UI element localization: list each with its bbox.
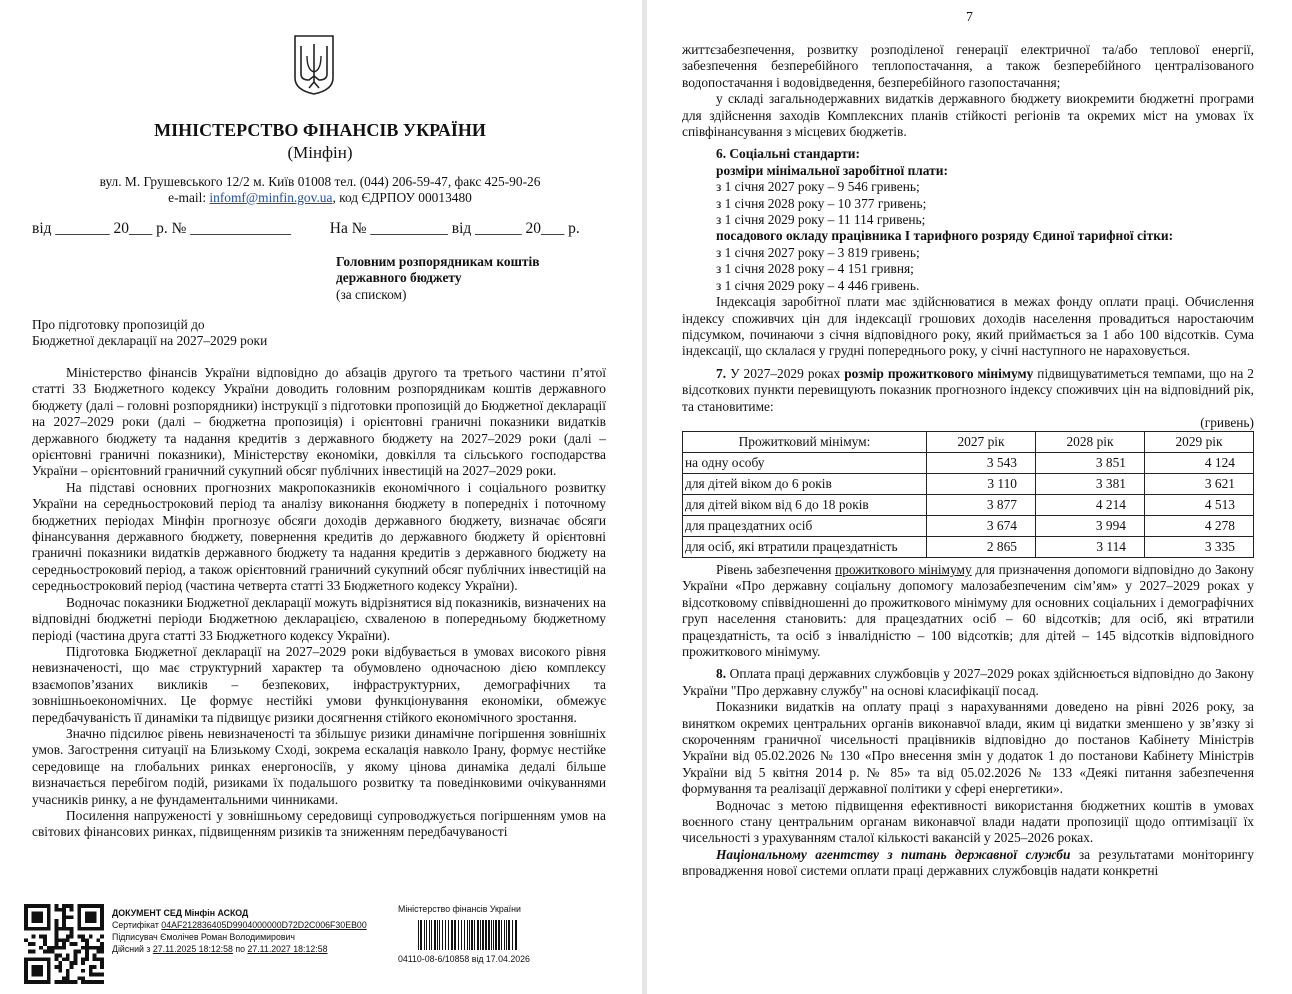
salary-title: посадового окладу працівника І тарифного розряду Єдиної тарифної сітки: [716,228,1174,244]
subject-line: Бюджетної декларації на 2027–2029 роки [32,333,268,349]
table-cell: для осіб, які втратили працездатність [683,536,927,557]
salary-item: з 1 січня 2029 року – 4 446 гривень. [716,277,920,293]
table-header-cell: 2029 рік [1145,431,1254,452]
qr-code-icon [24,904,104,984]
ministry-address: вул. М. Грушевського 12/2 м. Київ 01008 тел. (044) 206-59-47, факс 425-90-26 [99,174,541,189]
living-minimum-table [682,431,1254,558]
table-cell: 4 513 [1145,494,1254,515]
table-cell: 3 851 [1036,452,1145,473]
addressee-block [336,254,616,303]
subject-line: Про підготовку пропозицій до [32,317,205,332]
stamp-title: ДОКУМЕНТ СЕД Мінфін АСКОД [112,908,249,918]
barcode-icon [418,920,518,950]
email-label: e-mail: [168,190,210,205]
min-wage-item: з 1 січня 2028 року – 10 377 гривень; [716,195,927,211]
body-paragraph: життєзабезпечення, розвитку розподіленої генерації електричної та/або теплової енергії, забезпечення безперебійного теплопостачання, а також безперебійного централізованого водопостачання і водовідведення, безперебійного газопостачання; [682,42,1254,90]
body-paragraph: Водночас з метою підвищення ефективності використання бюджетних коштів в умовах воєнного стану центральним органам виконавчої влади надати пропозиції щодо оптимізації їх чисельності з урахуванням сталої кількості вакансій у 2025–2026 роках. [682,797,1254,846]
table-cell: 3 110 [927,473,1036,494]
page-divider [642,0,647,994]
table-cell: для дітей віком до 6 років [683,473,927,494]
body-paragraph: Показники видатків на оплату праці з нарахуваннями доведено на рівні 2026 року, за винятком окремих центральних органів виконавчої влади, яким ці видатки зменшено у зв’язку зі скороченням граничної чисельності працівників відповідно до постанов Кабінету Міністрів України від 05.02.2026 № 130 «Про внесення змін у додаток 1 до постанови Кабінету Міністрів України від 5 квітня 2014 р. № 85» та від 05.02.2026 № 133 «Деякі питання забезпечення формування та реалізації державної політики у сфері енергетики». [682,699,1254,797]
section-8-paragraph: 8. Оплата праці державних службовців у 2027–2029 роках здійснюється відповідно до Закону України "Про державну службу" на основі класифікації посад. [682,666,1254,698]
table-header-cell: Прожитковий мінімум: [683,431,927,452]
table-cell: для дітей віком від 6 до 18 років [683,494,927,515]
table-cell: 3 877 [927,494,1036,515]
table-row [683,515,1254,536]
section-6-title: 6. Соціальні стандарти: [716,146,860,162]
body-paragraph: Міністерство фінансів України відповідно до абзаців другого та третього частини п’ятої статті 33 Бюджетного кодексу України доводить головним розпорядникам коштів державного бюджету (далі – головні розпорядники) інструкції з підготовки пропозицій до Бюджетної декларації на 2027–2029 роки (далі – бюджетна пропозиція) і орієнтовні граничні показники видатків державного бюджету та надання кредитів з державного бюджету на 2027–2029 роки (далі – орієнтовні граничні показники), Міністерству економіки, довкілля та сільського господарства України – орієнтовний граничний сукупний обсяг публічних інвестицій на 2027–2029 роки. [32,365,606,479]
page-body [682,42,1254,880]
table-header-cell: 2027 рік [927,431,1036,452]
edrpou-code: , код ЄДРПОУ 00013480 [332,190,472,205]
body-paragraph: у складі загальнодержавних видатків державного бюджету виокремити бюджетні програми для здійснення заходів Комплексних планів стійкості регіонів та окремих міст на умовах їх співфінансування з місцевих бюджетів. [682,91,1254,140]
table-row [683,494,1254,515]
table-cell: для працездатних осіб [683,515,927,536]
table-cell: 2 865 [927,536,1036,557]
letter-subject [32,317,352,350]
registration-number: 04110-08-6/10858 від 17.04.2026 [398,954,530,964]
table-cell: 3 621 [1145,473,1254,494]
table-cell: 3 335 [1145,536,1254,557]
ministry-title: МІНІСТЕРСТВО ФІНАНСІВ УКРАЇНИ [154,120,486,140]
table-cell: 3 994 [1036,515,1145,536]
registration-stamp [398,904,548,964]
table-cell: на одну особу [683,452,927,473]
letter-body [32,365,606,841]
e-signature-stamp [112,907,367,955]
table-cell: 3 381 [1036,473,1145,494]
addressee-line: державного бюджету [336,270,462,286]
registration-line: від _______ 20___ р. № _____________ На № __________ від ______ 20___ р. [32,220,580,237]
page-number: 7 [966,10,973,25]
body-paragraph: Значно підсилює рівень невизначеності та збільшує ризики динамічне погіршення зовнішніх умов. Загострення ситуації на Близькому Сході, зокрема ескалація навколо Ірану, формує нестійке середовище на глобальних ринках енергоносіїв, у якому цінова динаміка дедалі більше визначається перебігом подій, ризиками їх подальшого розвитку та поведінковими очікуваннями учасників ринку, а не фундаментальними чинниками. [32,725,606,807]
salary-item: з 1 січня 2027 року – 3 819 гривень; [716,244,920,260]
trident-emblem-icon [291,34,337,96]
stamp-certificate: Сертифікат 04AF212836405D9904000000D72D2C006F30EB00 [112,920,367,930]
body-paragraph: Індексація заробітної плати має здійснюватися в межах фонду оплати праці. Обчислення індексу споживчих цін для індексації грошових доходів населення провадиться наростаючим підсумком, починаючи з січня відповідного року, який приймається за 1 або 100 відсотків. Сума індексації, що склалася у грудні попереднього року, у січні наступного не нараховується. [682,294,1254,359]
ministry-contacts [0,190,640,206]
body-paragraph: Посилення напруженості у зовнішньому середовищі супроводжується погіршенням умов на світових фінансових ринках, підвищенням ризиків та зниженням передбачуваності [32,807,606,840]
table-cell: 3 114 [1036,536,1145,557]
table-unit: (гривень) [1200,414,1254,430]
table-header-cell: 2028 рік [1036,431,1145,452]
table-cell: 4 124 [1145,452,1254,473]
living-minimum-paragraph: Рівень забезпечення прожиткового мінімуму для призначення допомоги відповідно до Закону України «Про державну соціальну допомогу малозабезпеченим сім’ям» у 2027–2029 роках у відсотковому співвідношенні до прожиткового мінімуму для основних соціальних і демографічних груп населення становить: для працездатних осіб – 60 відсотків; для осіб, які втратили працездатність, та осіб з інвалідністю – 100 відсотків; для дітей – 145 відсотків відповідного прожиткового мінімуму. [682,561,1254,659]
table-row [683,536,1254,557]
section-7-paragraph: 7. У 2027–2029 роках розмір прожиткового мінімуму підвищуватиметься темпами, що на 2 відсоткових пункти перевищують показник прогнозного індексу споживчих цін на відповідний рік, та становитиме: [682,365,1254,414]
table-cell: 4 214 [1036,494,1145,515]
table-cell: 3 674 [927,515,1036,536]
email-link[interactable]: infomf@minfin.gov.ua [209,190,333,205]
stamp-validity: Дійсний з 27.11.2025 18:12:58 по 27.11.2027 18:12:58 [112,944,328,954]
left-page [0,0,640,994]
body-paragraph: На підставі основних прогнозних макропоказників економічного і соціального розвитку України на середньостроковий період та аналізу виконання бюджету в попередніх і поточному бюджетних періодах Мінфін прогнозує обсяги доходів державного бюджету, визначає обсяги фінансування державного бюджету, повернення кредитів до державного бюджету й орієнтовні граничні показники видатків державного бюджету та надання кредитів з державного бюджету на середньостроковий період, а також орієнтовний граничний сукупний обсяг публічних інвестицій на середньостроковий період (частина четверта статті 33 Бюджетного кодексу України). [32,479,606,594]
body-paragraph: Водночас показники Бюджетної декларації можуть відрізнятися від показників, визначених на відповідні бюджетні періоди Бюджетною декларацією, схваленою в попередньому бюджетному періоді (частина друга статті 33 Бюджетного кодексу України). [32,594,606,643]
right-page [648,0,1292,994]
salary-item: з 1 січня 2028 року – 4 151 гривня; [716,261,914,277]
body-paragraph: Національному агентству з питань державної служби за результатами моніторингу впровадження нової системи оплати праці державних службовців надати конкретні [682,846,1254,879]
table-cell: 4 278 [1145,515,1254,536]
stamp-organization: Міністерство фінансів України [398,904,521,914]
min-wage-title: розміри мінімальної заробітної плати: [716,162,948,178]
table-cell: 3 543 [927,452,1036,473]
table-row [683,452,1254,473]
body-paragraph: Підготовка Бюджетної декларації на 2027–2029 роки відбувається в умовах високого рівня невизначеності, що має структурний характер та обумовлено одночасною дією комплексу взаємопов’язаних викликів – безпекових, інфраструктурних, демографічних та зовнішньоекономічних. Це формує нестійкі умови функціонування економіки, обмежує передбачуваність її динаміки та підвищує ризики досягнення стійкого економічного зростання. [32,643,606,725]
table-header-row [683,431,1254,452]
ministry-short-name: (Мінфін) [287,143,353,162]
table-row [683,473,1254,494]
stamp-signer: Підписувач Ємолічев Роман Володимирович [112,932,296,942]
min-wage-item: з 1 січня 2027 року – 9 546 гривень; [716,179,920,195]
addressee-line: Головним розпорядникам коштів [336,254,540,269]
addressee-note: (за списком) [336,286,407,302]
min-wage-item: з 1 січня 2029 року – 11 114 гривень; [716,212,926,228]
